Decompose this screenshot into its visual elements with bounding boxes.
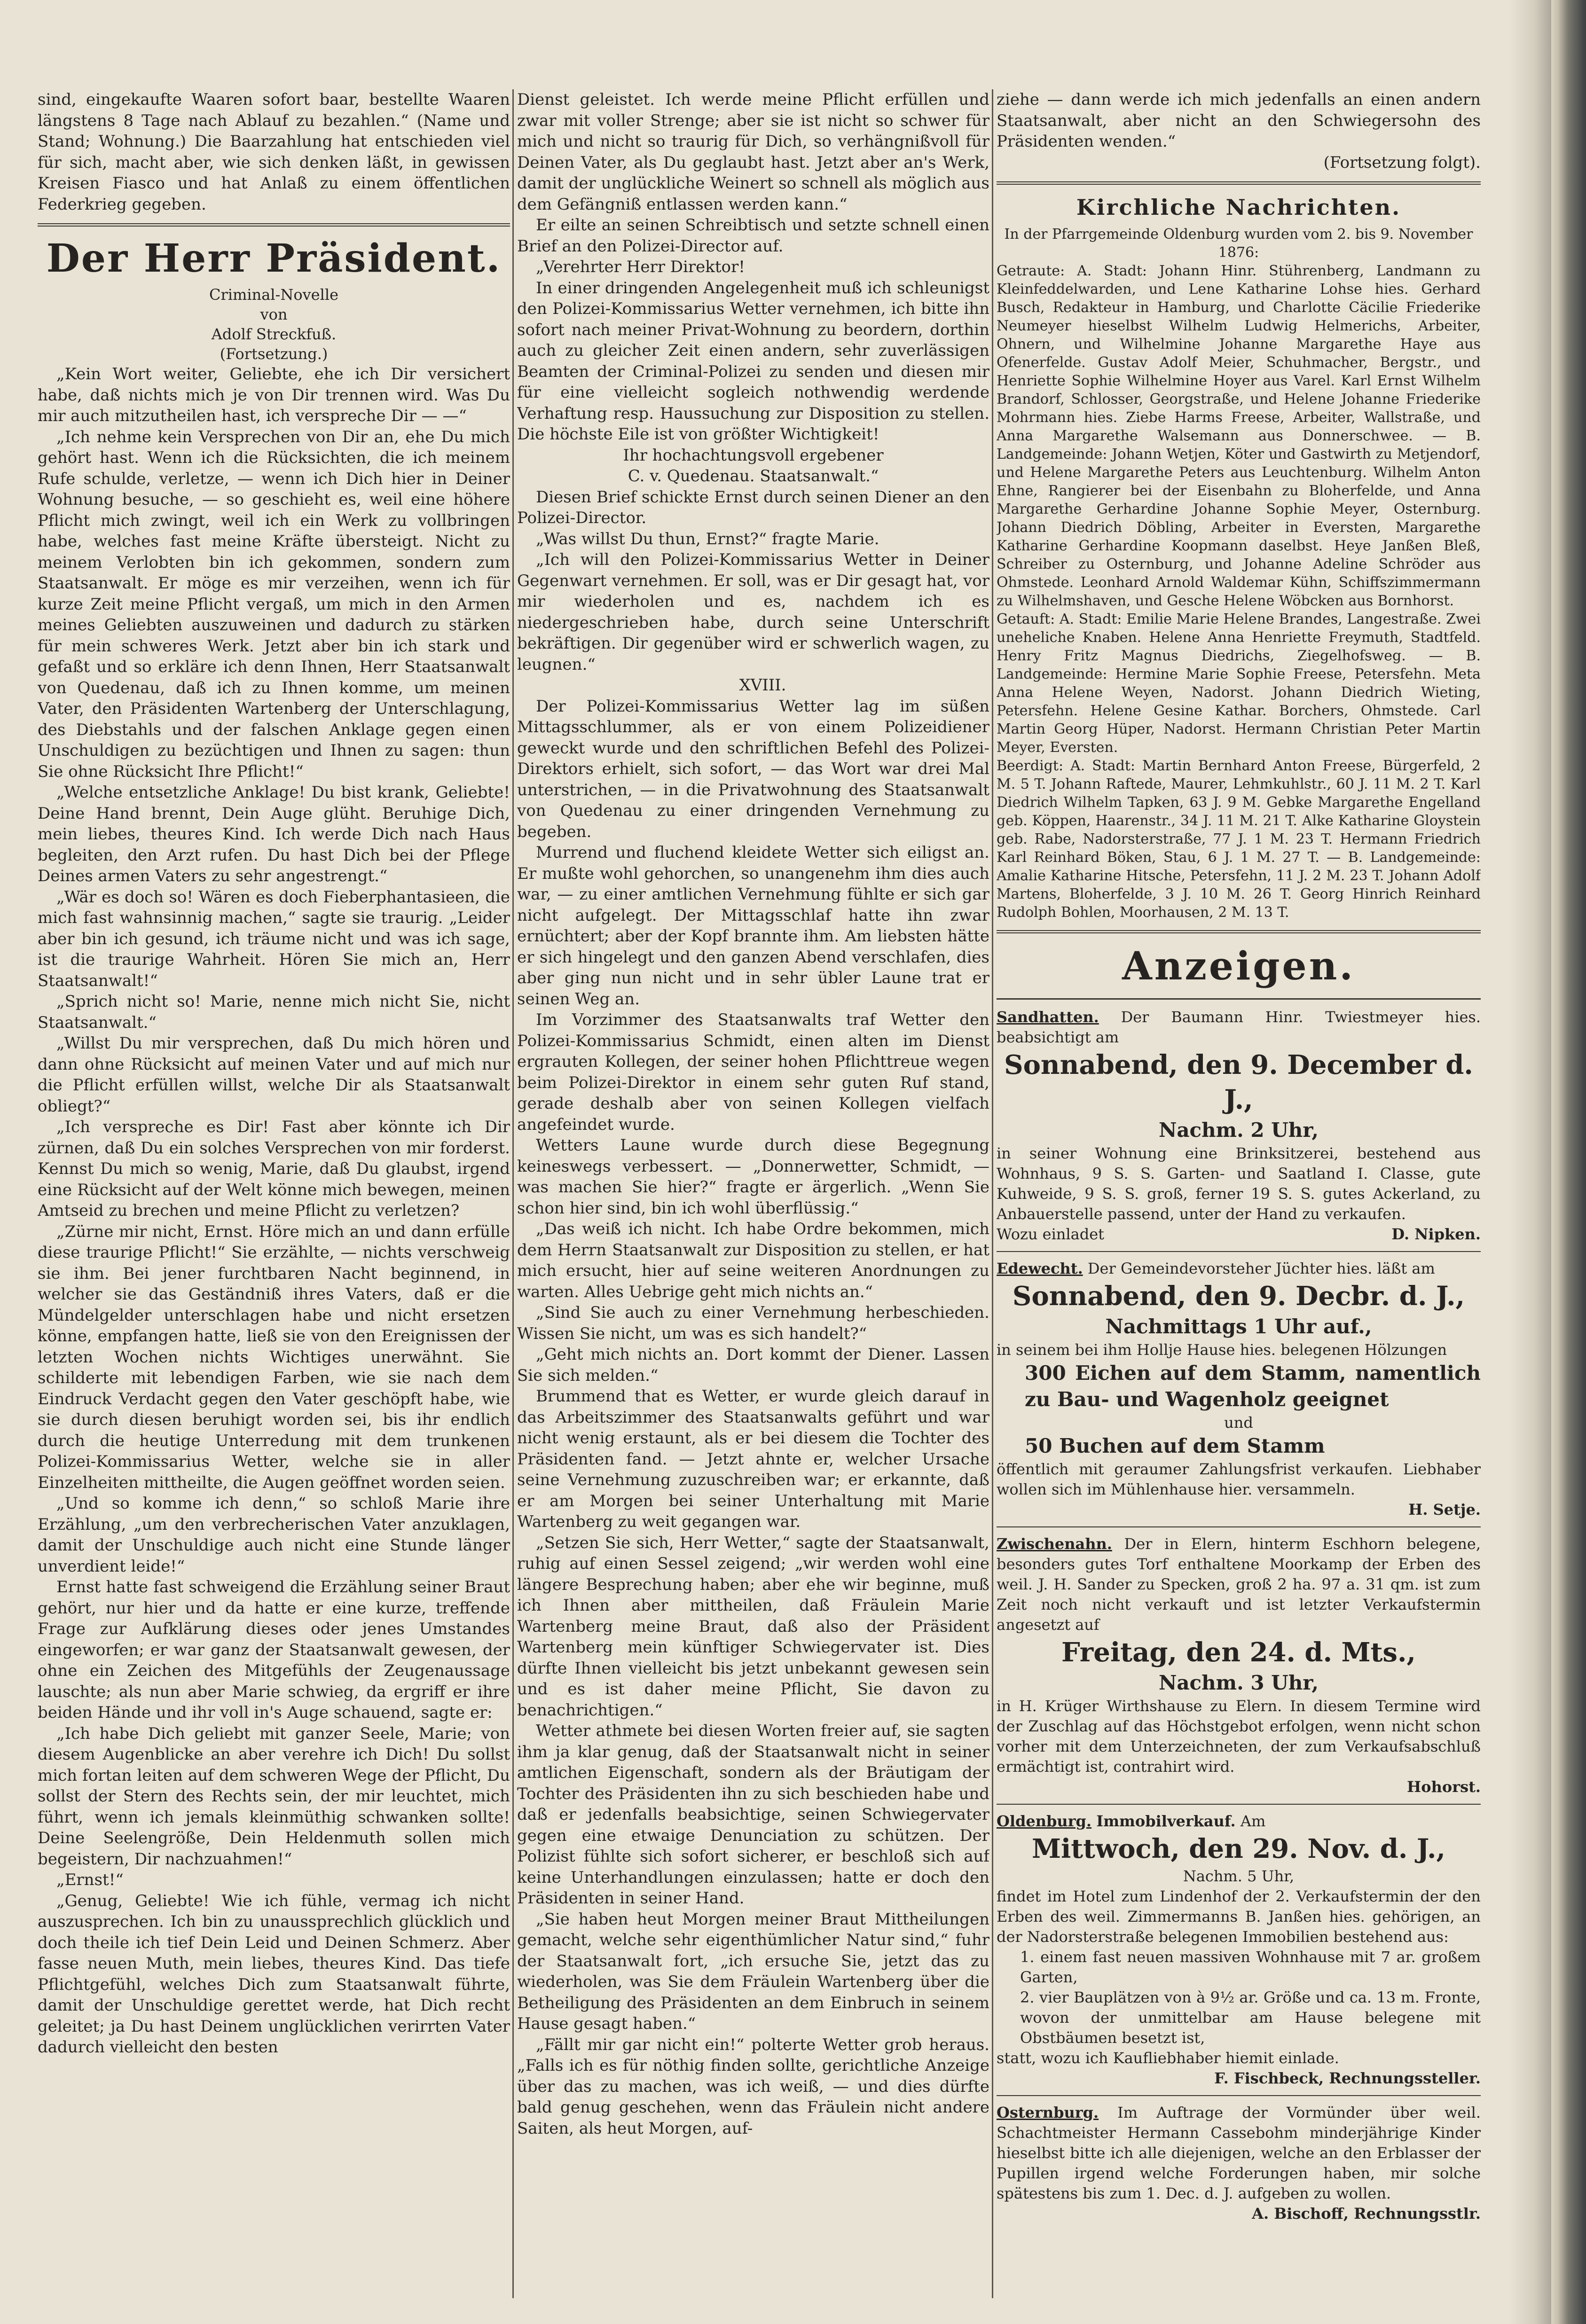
ad-item: 50 Buchen auf dem Stamm — [1025, 1434, 1325, 1457]
ad-zwischenahn — [997, 1534, 1481, 1797]
ad-item: 1. einem fast neuen massiven Wohnhause mit 7 ar. großem Garten, — [1020, 1948, 1481, 1986]
story-paragraph: „Welche entsetzliche Anklage! Du bist krank, Geliebte! Deine Hand brennt, Dein Auge glüht. Beruhige Dich, mein liebes, theures Kind. Ich werde Dich nach Haus begleiten, den Arzt rufen. Du hast Dich bei der Pflege Deines armen Vaters zu sehr angestrengt.“ — [38, 783, 510, 885]
ad-place: Zwischenahn. — [997, 1535, 1112, 1553]
divider — [997, 181, 1481, 185]
story-paragraph: „Setzen Sie sich, Herr Wetter,“ sagte der Staatsanwalt, ruhig auf einen Sessel zeigend; „wir werden wohl eine längere Besprechung haben; aber ehe wir beginne, muß ich Ihnen aber mittheilen, daß Fräulein Marie Wartenberg meine Braut, daß also der Präsident Wartenberg mein künftiger Schwiegervater ist. Dies dürfte Ihnen vielleicht bis jetzt unbekannt gewesen sein und es ist daher meine Pflicht, Sie davon zu benachrichtigen.“ — [517, 1533, 989, 1720]
ad-text: in H. Krüger Wirthshause zu Elern. In diesem Termine wird der Zuschlag auf das Höchstgebot erfolgen, wenn nicht schon vorher mit dem Unterzeichneten, der zum Verkaufsabschluß ermächtigt ist, contrahirt wird. — [997, 1697, 1481, 1776]
ad-divider — [997, 1526, 1481, 1527]
ad-time: Nachm. 5 Uhr, — [1183, 1867, 1295, 1885]
story-paragraph: Im Vorzimmer des Staatsanwalts traf Wetter den Polizei-Kommissarius Schmidt, einen alten im Dienst ergrauten Kollegen, der seiner hohen Pflichttreue wegen beim Polizei-Direktor in einem sehr guten Ruf stand, gerade deshalb aber von seinen Kollegen vielfach angefeindet wurde. — [517, 1010, 989, 1134]
church-intro: In der Pfarrgemeinde Oldenburg wurden vom 2. bis 9. November 1876: — [1004, 226, 1473, 261]
ad-signature: H. Setje. — [1408, 1501, 1481, 1518]
ad-am: Am — [1240, 1812, 1266, 1830]
column-2 — [517, 89, 989, 2298]
divider — [997, 998, 1481, 1000]
story-paragraph: „Was willst Du thun, Ernst?“ fragte Marie. — [536, 529, 879, 548]
letter-closing: Ihr hochachtungsvoll ergebener — [623, 446, 884, 465]
church-entry: Getauft: A. Stadt: Emilie Marie Helene Brandes, Langestraße. Zwei uneheliche Knaben. Helene Anna Henriette Freymuth, Stadtfeld. Henry Fritz Magnus Diedrichs, Ziegelhofsweg. — B. Landgemeinde: Hermine Marie Sophie Freese, Petersfehn. Meta Anna Helene Weyen, Nadorst. Johann Diedrich Wieting, Petersfehn. Helene Gesine Kathar. Borchers, Ohmstede. Carl Martin Georg Hüper, Nadorst. Hermann Christian Peter Martin Meyer, Eversten. — [997, 611, 1481, 756]
ads-title: Anzeigen. — [1122, 944, 1355, 989]
ad-signature: A. Bischoff, Rechnungsstlr. — [1252, 2205, 1481, 2222]
ad-signature: Hohorst. — [1407, 1778, 1481, 1796]
ad-text: Der in Elern, hinterm Eschhorn belegene, besonders gutes Torf enthaltene Moorkamp der Erben des weil. J. H. Sander zu Specken, groß 2 ha. 97 a. 31 qm. ist zum Zeit noch nicht verkauft und ist letzter Verkaufstermin angesetzt auf — [997, 1535, 1481, 1634]
story-paragraph: „Wär es doch so! Wären es doch Fieberphantasieen, die mich fast wahnsinnig machen,“ sagte sie traurig. „Leider aber bin ich gesund, ich träume nicht und was ich sage, ist die traurige Wahrheit. Hören Sie mich an, Herr Staatsanwalt!“ — [38, 887, 510, 990]
church-entry: Beerdigt: A. Stadt: Martin Bernhard Anton Freese, Bürgerfeld, 2 M. 5 T. Johann Raftede, Maurer, Lehmkuhlstr., 60 J. 11 M. 2 T. Karl Diedrich Wilhelm Tapken, 63 J. 9 M. Gebke Margarethe Engelland geb. Köppen, Haarenstr., 34 J. 11 M. 21 T. Alke Katharine Gloystein geb. Rabe, Nadorsterstraße, 77 J. 1 M. 23 T. Hermann Friedrich Karl Reinhard Böken, Stau, 6 J. 1 M. 27 T. — B. Landgemeinde: Amalie Katharine Hitsche, Petersfehn, 11 J. 2 M. 23 T. Johann Adolf Martens, Bloherfelde, 3 J. 10 M. 26 T. Georg Hinrich Reinhard Rudolph Bohlen, Moorhausen, 2 M. 13 T. — [997, 758, 1481, 921]
story-paragraph: Diesen Brief schickte Ernst durch seinen Diener an den Polizei-Director. — [517, 487, 989, 527]
ad-text: öffentlich mit geraumer Zahlungsfrist verkaufen. Liebhaber wollen sich im Mühlenhause hier. versammeln. — [997, 1460, 1481, 1498]
story-by: von — [260, 305, 288, 323]
ad-oldenburg — [997, 1811, 1481, 2089]
story-paragraph: Der Polizei-Kommissarius Wetter lag im süßen Mittagsschlummer, als er von einem Polizeidiener geweckt wurde und den schriftlichen Befehl des Polizei-Direktors erhielt, sich sofort, — das Wort war drei Mal unterstrichen, — in die Privatwohnung des Staatsanwalt von Quedenau zu einer dringenden Vernehmung zu begeben. — [517, 696, 989, 841]
column-3 — [997, 89, 1481, 2298]
story-paragraph: „Sind Sie auch zu einer Vernehmung herbeschieden. Wissen Sie nicht, um was es sich handelt?“ — [517, 1303, 989, 1343]
story-paragraph: „Ich habe Dich geliebt mit ganzer Seele, Marie; von diesem Augenblicke an aber verehre ich Dich! Du sollst mich fortan leiten auf dem schweren Wege der Pflicht, Du sollst der Stern des Rechts sein, der mir leuchtet, mich führt, wenn ich jemals kleinmüthig schwanken sollte! Deine Seelengröße, Dein Heldenmuth sollen mich begeistern, Dir nachzuahmen!“ — [38, 1724, 510, 1869]
ad-divider — [997, 2095, 1481, 2096]
story-paragraph: „Genug, Geliebte! Wie ich fühle, vermag ich nicht auszusprechen. Ich bin zu unaussprechlich glücklich und doch theile ich tief Dein Leid und Deinen Schmerz. Aber fasse neuen Muth, mein liebes, theures Kind. Das tiefe Pflichtgefühl, welches Dich zum Staatsanwalt führte, damit der Unschuldige gerettet werde, hat Dich recht geleitet; ja Du hast Deinem unglücklichen verirrten Vater dadurch vielleicht den besten — [38, 1891, 510, 2057]
ad-signature: F. Fischbeck, Rechnungssteller. — [1214, 2069, 1481, 2087]
ad-date: Freitag, den 24. d. Mts., — [1061, 1637, 1416, 1668]
ad-time: Nachm. 3 Uhr, — [1158, 1671, 1319, 1694]
ad-date: Mittwoch, den 29. Nov. d. J., — [1031, 1833, 1445, 1864]
story-paragraph: „Ich will den Polizei-Kommissarius Wetter in Deiner Gegenwart vernehmen. Er soll, was er Dir gesagt hat, vor mir wiederholen und es, nachdem ich es niedergeschrieben habe, durch seine Unterschrift bekräftigen. Dir gegenüber wird er schwerlich wagen, zu leugnen.“ — [517, 550, 989, 674]
story-paragraph: „Sie haben heut Morgen meiner Braut Mittheilungen gemacht, welche sehr eigenthümlicher Natur sind,“ fuhr der Staatsanwalt fort, „ich ersuche Sie, jetzt das zu wiederholen, was Sie dem Fräulein Wartenberg über die Betheiligung des Präsidenten an dem Einbruch in seinem Hause gesagt haben.“ — [517, 1909, 989, 2033]
church-news-title: Kirchliche Nachrichten. — [1076, 195, 1401, 220]
church-news — [997, 225, 1481, 922]
story-paragraph: Dienst geleistet. Ich werde meine Pflicht erfüllen und zwar mit voller Strenge; aber sie ist nicht so schwer für mich und nicht so traurig für Dich, so verhängnißvoll für Deinen Vater, als Du geglaubt hast. Jetzt aber an's Werk, damit der unglückliche Weinert so schnell als möglich aus dem Gefängniß entlassen werden kann.“ — [517, 90, 989, 214]
story-paragraph: „Zürne mir nicht, Ernst. Höre mich an und dann erfülle diese traurige Pflicht!“ Sie erzählte, — nichts verschweig sie ihm. Bei jener furchtbaren Nacht beginnend, in welcher sie das Geständniß ihres Vaters, daß er die Mündelgelder unterschlagen habe und nicht ersetzen könne, empfangen hatte, ließ sie von den Ereignissen der letzten Wochen nichts Wichtiges unerwähnt. Sie schilderte mit lebendigen Farben, wie sie nach dem Eindruck Verdacht gegen den Vater geschöpft habe, wie sie durch diesen beruhigt worden sei, bis ihr endlich durch die heutige Unterredung mit dem trunkenen Polizei-Kommissarius Wetter, welche sie in aller Einzelheiten mittheilte, die Augen geöffnet worden seien. — [38, 1222, 510, 1492]
ad-text: statt, wozu ich Kaufliebhaber hiemit einlade. — [997, 2049, 1339, 2067]
story-paragraph: Ernst hatte fast schweigend die Erzählung seiner Braut gehört, nur hier und da hatte er eine kurze, treffende Frage zur Aufklärung dieses oder jenes Umstandes eingeworfen; er war ganz der Staatsanwalt gewesen, der ohne ein Zeichen des Mitgefühls der Zeugenaussage lauschte; als nun aber Marie schwieg, da ergriff er ihre beiden Hände und ihr voll in's Auge schauend, sagte er: — [38, 1578, 510, 1722]
ad-invite: Wozu einladet — [997, 1225, 1104, 1243]
story-paragraph: Er eilte an seinen Schreibtisch und setzte schnell einen Brief an den Polizei-Director auf. — [517, 216, 989, 256]
scan-background-edge — [1551, 0, 1586, 2324]
story-paragraph: Wetter athmete bei diesen Worten freier auf, sie sagten ihm ja klar genug, daß der Staatsanwalt nicht in seiner amtlichen Eigenschaft, sondern als der Bräutigam der Tochter des Präsidenten ihn zu sich beschieden habe und daß er jedenfalls beabsichtige, seinen Schwiegervater gegen eine etwaige Denunciation zu schützen. Der Polizist fühlte sich sofort sicherer, er beschloß sich auf keine Unterhandlungen einzulassen; hatte er doch den Präsidenten in seiner Hand. — [517, 1721, 989, 1908]
intro-paragraph: sind, eingekaufte Waaren sofort baar, bestellte Waaren längstens 8 Tage nach Ablauf zu bezahlen.“ (Name und Stand; Wohnung.) Die Baarzahlung hat entschieden viel für sich, macht aber, wie sich denken läßt, in gewissen Kreisen Fiasco und hat Anlaß zu einem öffentlichen Federkrieg gegeben. — [38, 90, 510, 214]
ad-text: Der Gemeindevorsteher Jüchter hies. läßt am — [1087, 1260, 1435, 1277]
ad-place: Sandhatten. — [997, 1008, 1099, 1026]
story-genre: Criminal-Novelle — [209, 286, 338, 304]
ad-item: 300 Eichen auf dem Stamm, namentlich zu Bau- und Wagenholz geeignet — [1025, 1362, 1481, 1411]
story-paragraph: „Ernst!“ — [56, 1870, 124, 1889]
page-fold-shadow — [1509, 0, 1551, 2324]
divider — [997, 930, 1481, 933]
chapter-number: XVIII. — [739, 676, 786, 695]
ad-divider — [997, 1804, 1481, 1805]
ad-date: Sonnabend, den 9. Decbr. d. J., — [1012, 1281, 1465, 1312]
story-continuation: (Fortsetzung folgt). — [1323, 153, 1481, 172]
story-paragraph: Brummend that es Wetter, er wurde gleich darauf in das Arbeitszimmer des Staatsanwalts geführt und war nicht wenig erstaunt, als er bei diesem die Tochter des Präsidenten fand. — Jetzt ahnte er, welcher Ursache seine Vernehmung zuzuschreiben war; er erkannte, daß er am Morgen bei seiner Unterhaltung mit Marie Wartenberg zu weit gegangen war. — [517, 1387, 989, 1531]
ad-date: Sonnabend, den 9. December d. J., — [1004, 1049, 1473, 1115]
ad-text: in seiner Wohnung eine Brinksitzerei, bestehend aus Wohnhaus, 9 S. S. Garten- und Saatland I. Classe, gute Kuhweide, 9 S. S. groß, ferner 19 S. S. gutes Ackerland, zu Anbauerstelle passend, unter der Hand zu verkaufen. — [997, 1144, 1481, 1223]
ad-place: Oldenburg. — [997, 1812, 1092, 1830]
letter-body: In einer dringenden Angelegenheit muß ich schleunigst den Polizei-Kommissarius Wetter vernehmen, ich bitte ihn sofort nach meiner Privat-Wohnung zu beordern, dorthin auch zu gleicher Zeit einen andern, sehr zuverlässigen Beamten der Criminal-Polizei zu senden und diesen mir für eine vielleicht sogleich nothwendig werdende Verhaftung resp. Haussuchung zur Disposition zu stellen. Die höchste Eile ist von größter Wichtigkeit! — [517, 278, 989, 444]
letter-salutation: „Verehrter Herr Direktor! — [536, 258, 745, 276]
column-1 — [38, 89, 510, 2298]
story-paragraph: „Sprich nicht so! Marie, nenne mich nicht Sie, nicht Staatsanwalt.“ — [38, 992, 510, 1032]
story-paragraph: „Und so komme ich denn,“ so schloß Marie ihre Erzählung, „um den verbrecherischen Vater anzuklagen, damit der Unschuldige auch nicht eine Stunde länger unverdient leide!“ — [38, 1494, 510, 1576]
ad-osternburg — [997, 2103, 1481, 2224]
ad-signature: D. Nipken. — [1391, 1225, 1481, 1243]
ad-edewecht — [997, 1259, 1481, 1520]
ad-text: Der Baumann Hinr. Twiestmeyer hies. beabsichtigt am — [997, 1008, 1481, 1046]
divider — [38, 223, 510, 227]
ad-divider — [997, 1251, 1481, 1252]
story-paragraph: Murrend und fluchend kleidete Wetter sich eiligst an. Er mußte wohl gehorchen, so unangenehm ihm dies auch war, — zu einer amtlichen Vernehmung fühlte er sich gar nicht aufgelegt. Der Mittagsschlaf hatte ihn zwar ernüchtert; aber der Kopf brannte ihm. Am liebsten hätte er sich hingelegt und den ganzen Abend verschlafen, dies aber ging nun nicht und in sehr übler Laune trat er seinen Weg an. — [517, 843, 989, 1009]
ad-place: Edewecht. — [997, 1260, 1083, 1277]
story-paragraph: „Fällt mir gar nicht ein!“ polterte Wetter grob heraus. „Falls ich es für nöthig finden sollte, gerichtliche Anzeige über das zu machen, was ich weiß, — und dies dürfte bald genug geschehen, wenn das Fräulein nicht andere Saiten, als heut Morgen, auf- — [517, 2035, 989, 2138]
ad-time: Nachm. 2 Uhr, — [1158, 1119, 1319, 1142]
ad-time: Nachmittags 1 Uhr auf., — [1105, 1315, 1372, 1338]
church-entry: Getraute: A. Stadt: Johann Hinr. Stührenberg, Landmann zu Kleinfeddelwarden, und Lene Katharine Lohse hies. Gerhard Busch, Redakteur in Hamburg, und Charlotte Cäcilie Friederike Neumeyer hieselbst Wilhelm Ludwig Helmerichs, Arbeiter, Ohnern, und Wilhelmine Johanne Margarethe Haye aus Ofenerfelde. Gustav Adolf Meier, Schuhmacher, Bergstr., und Henriette Sophie Wilhelmine Hoyer aus Varel. Karl Ernst Wilhelm Brandorf, Schlosser, Georgstraße, und Helene Johanne Friederike Mohrmann hies. Ziebe Harms Freese, Arbeiter, Wallstraße, und Anna Margarethe Walsemann aus Donnerschwee. — B. Landgemeinde: Johann Wetjen, Köter und Gastwirth zu Metjendorf, und Helene Margarethe Peters aus Leuchtenburg. Wilhelm Anton Ehne, Rangierer bei der Eisenbahn zu Bloherfelde, und Anna Margarethe Gerhardine Johanne Sophie Meyer, Osternburg. Johann Diedrich Döbling, Arbeiter in Eversten, Margarethe Katharine Gerhardine Koopmann daselbst. Heye Janßen Bleß, Schreiber zu Osternburg, und Johanne Adeline Schröder aus Ohmstede. Leonhard Arnold Waldemar Kühn, Schiffszimmermann zu Wilhelmshaven, und Gesche Helene Wöbcken aus Bornhorst. — [997, 263, 1481, 609]
story-paragraph: „Ich nehme kein Versprechen von Dir an, ehe Du mich gehört hast. Wenn ich die Rücksichten, die ich meinem Rufe schulde, verletze, — wenn ich Dich hier in Deiner Wohnung besuche, — so geschieht es, weil eine höhere Pflicht mich zwingt, weil ich ein Werk zu vollbringen habe, welches fast meine Kräfte übersteigt. Nicht zu meinem Verlobten bin ich gekommen, sondern zum Staatsanwalt. Er möge es mir verzeihen, wenn ich für kurze Zeit meine Pflicht vergaß, um mich in den Armen meines Geliebten auszuweinen und dadurch zu stärken für mein schweres Werk. Jetzt aber bin ich stark und gefaßt und so erkläre ich denn Ihnen, Herr Staatsanwalt von Quedenau, daß ich zu Ihnen komme, um meinen Vater, den Präsidenten Wartenberg der Unterschlagung, des Diebstahls und der falschen Anklage gegen einen Unschuldigen zu bezüchtigen und Ihnen zu sagen: thun Sie ohne Rücksicht Ihre Pflicht!“ — [38, 427, 510, 781]
story-author: Adolf Streckfuß. — [211, 325, 337, 343]
ad-and: und — [1224, 1414, 1253, 1432]
ad-item: 2. vier Bauplätzen von à 9½ ar. Größe und ca. 13 m. Fronte, wovon der unmittelbar am Hause belegene mit Obstbäumen besetzt ist, — [1020, 1988, 1481, 2047]
story-title: Der Herr Präsident. — [46, 236, 502, 281]
ad-place: Osternburg. — [997, 2104, 1099, 2121]
story-continuation: (Fortsetzung.) — [220, 345, 328, 363]
story-paragraph: ziehe — dann werde ich mich jedenfalls an einen andern Staatsanwalt, aber nicht an den Schwiegersohn des Präsidenten wenden.“ — [997, 90, 1481, 151]
ad-text: in seinem bei ihm Hollje Hause hies. belegenen Hölzungen — [997, 1341, 1447, 1359]
story-paragraph: „Ich verspreche es Dir! Fast aber könnte ich Dir zürnen, daß Du ein solches Versprechen von mir forderst. Kennst Du mich so wenig, Marie, daß Du glaubst, irgend eine Rücksicht auf der Welt könne mich bewegen, meinen Amtseid zu brechen und meine Pflicht zu verletzen? — [38, 1118, 510, 1220]
ad-text: findet im Hotel zum Lindenhof der 2. Verkaufstermin der den Erben des weil. Zimmermanns B. Janßen hies. gehörigen, an der Nadorsterstraße belegenen Immobilien bestehend aus: — [997, 1887, 1481, 1946]
letter-signature: C. v. Quedenau. Staatsanwalt.“ — [628, 467, 879, 485]
ad-text: Im Auftrage der Vormünder über weil. Schachtmeister Hermann Cassebohm minderjährige Kinder hieselbst bitte ich alle diejenigen, welche an den Erblasser der Pupillen irgend welche Forderungen haben, mir solche spätestens bis zum 1. Dec. d. J. aufgeben zu wollen. — [997, 2104, 1481, 2202]
story-paragraph: Wetters Laune wurde durch diese Begegnung keineswegs verbessert. — „Donnerwetter, Schmidt, — was machen Sie hier?“ fragte er ärgerlich. „Wenn Sie schon hier sind, bin ich wohl überflüssig.“ — [517, 1136, 989, 1218]
story-paragraph: „Willst Du mir versprechen, daß Du mich hören und dann ohne Rücksicht auf meinen Vater und auf mich nur die Pflicht erfüllen willst, welche Dir als Staatsanwalt obliegt?“ — [38, 1034, 510, 1116]
column-rule-1 — [512, 89, 514, 2298]
ad-sandhatten — [997, 1007, 1481, 1244]
column-rule-2 — [992, 89, 993, 2298]
story-paragraph: „Kein Wort weiter, Geliebte, ehe ich Dir versichert habe, daß nichts mich je von Dir trennen wird. Was Du mir auch mitzutheilen hast, ich verspreche Dir — —“ — [38, 365, 510, 425]
story-paragraph: „Das weiß ich nicht. Ich habe Ordre bekommen, mich dem Herrn Staatsanwalt zur Disposition zu stellen, er hat mich ersucht, hier auf seine weiteren Anordnungen zu warten. Alles Uebrige geht mich nichts an.“ — [517, 1220, 989, 1301]
ad-heading: Immobilverkauf. — [1096, 1812, 1236, 1830]
story-paragraph: „Geht mich nichts an. Dort kommt der Diener. Lassen Sie sich melden.“ — [517, 1345, 989, 1385]
